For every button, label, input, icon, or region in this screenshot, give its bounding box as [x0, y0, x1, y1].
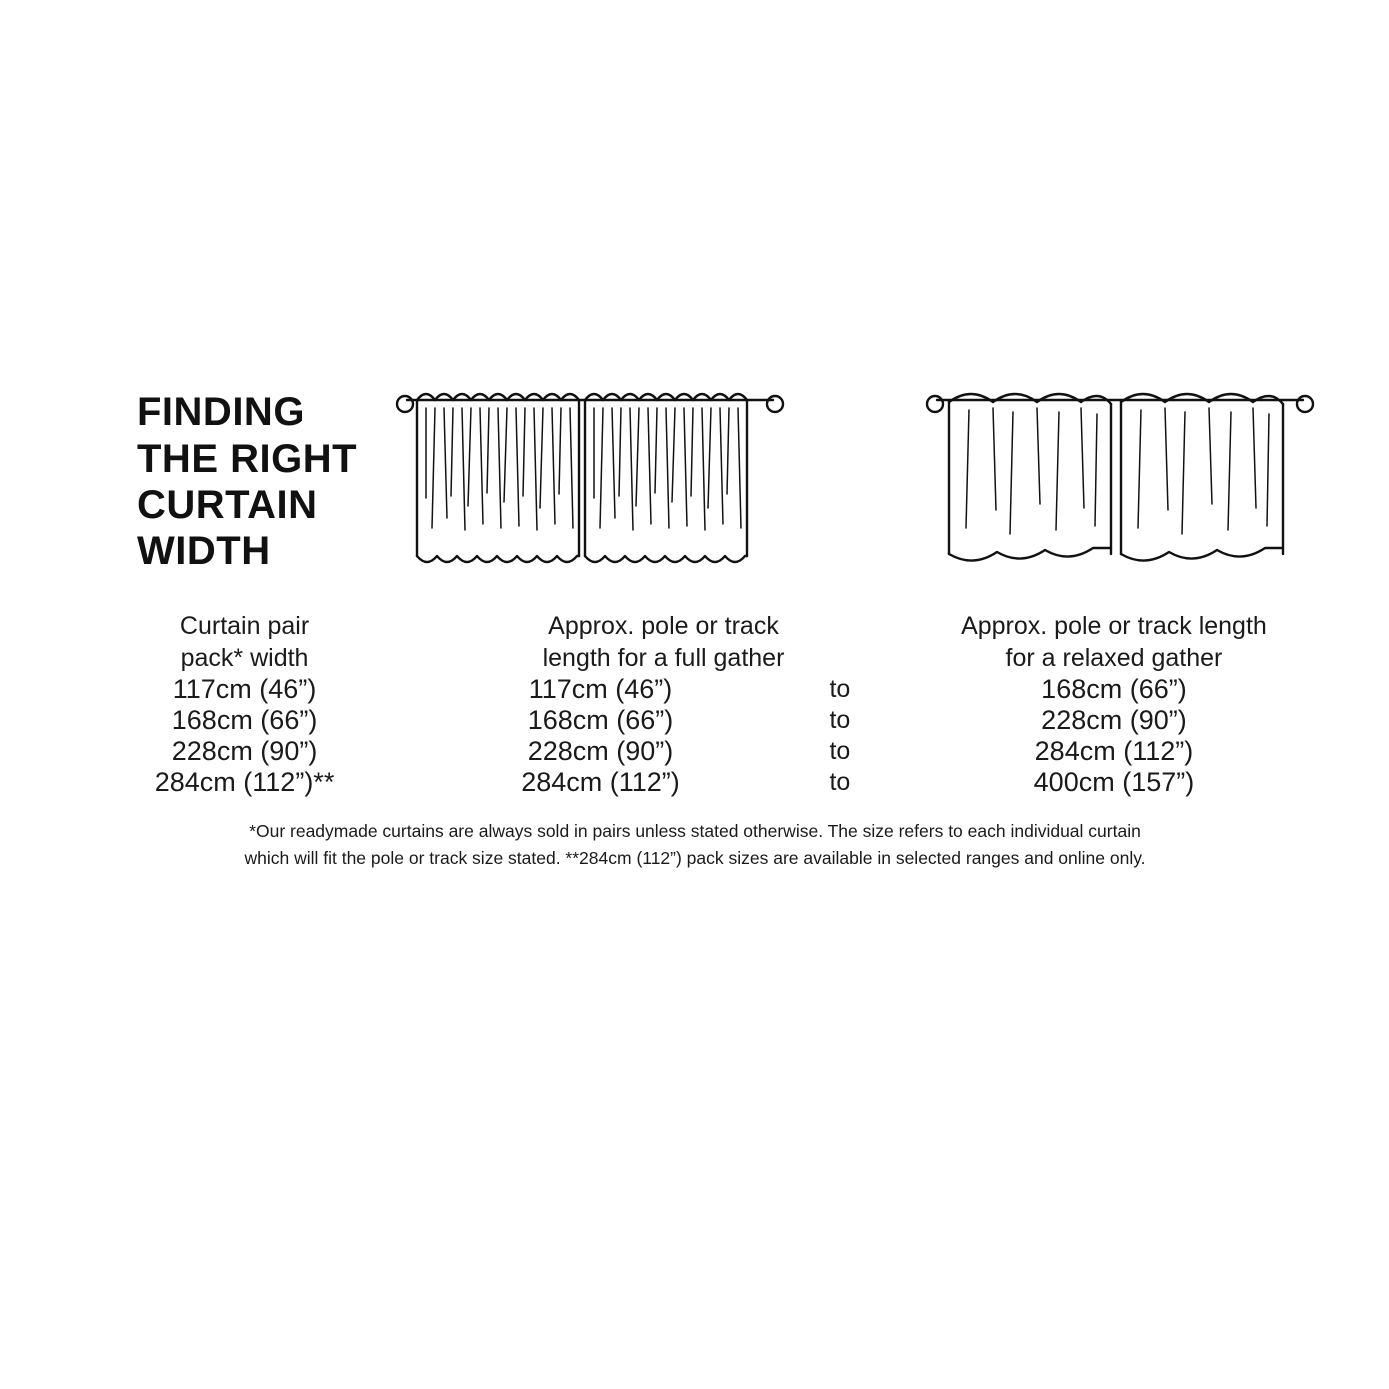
- header-full-gather-line-2: length for a full gather: [542, 644, 785, 672]
- header-pack-width: [65, 610, 424, 674]
- curtain-width-table: [65, 610, 1325, 798]
- footnote: [65, 818, 1325, 872]
- cell-relaxed-gather: 168cm (66”): [1041, 674, 1187, 704]
- full-gather-curtain-illustration: [395, 378, 785, 588]
- cell-full-gather: 168cm (66”): [527, 705, 674, 735]
- cell-full-gather: 117cm (46”): [528, 674, 673, 704]
- cell-to: to: [829, 737, 851, 765]
- page-title-line-1: FINDING: [137, 390, 305, 435]
- page-title-line-2: THE RIGHT: [137, 436, 358, 481]
- header-pack-width-line-2: pack* width: [180, 644, 309, 672]
- page-title-line-3: CURTAIN: [137, 483, 318, 527]
- cell-full-gather: 228cm (90”): [527, 736, 674, 766]
- header-relaxed-gather: [903, 610, 1325, 674]
- cell-full-gather: 284cm (112”): [521, 767, 680, 797]
- table-header-row: [65, 610, 1325, 674]
- cell-relaxed-gather: 284cm (112”): [1034, 736, 1194, 766]
- cell-pack-width: 117cm (46”): [172, 674, 317, 704]
- header-relaxed-gather-line-2: for a relaxed gather: [1005, 644, 1223, 672]
- cell-relaxed-gather: 400cm (157”): [1033, 767, 1195, 797]
- table-row: [65, 736, 1325, 767]
- cell-to: to: [829, 675, 851, 703]
- table-row: [65, 705, 1325, 736]
- relaxed-gather-curtain-illustration: [925, 378, 1315, 588]
- illustrations: [395, 378, 1325, 610]
- header-row: [65, 360, 1325, 610]
- table-row: [65, 767, 1325, 798]
- header-relaxed-gather-line-1: Approx. pole or track length: [961, 612, 1267, 640]
- cell-to: to: [829, 768, 851, 796]
- header-full-gather-line-1: Approx. pole or track: [548, 612, 779, 640]
- cell-relaxed-gather: 228cm (90”): [1041, 705, 1187, 735]
- page-title: [65, 389, 395, 581]
- cell-pack-width: 284cm (112”)**: [154, 767, 335, 797]
- page-title-line-4: WIDTH: [137, 529, 271, 574]
- header-pack-width-line-1: Curtain pair: [179, 612, 310, 640]
- header-full-gather: [424, 610, 903, 674]
- cell-pack-width: 168cm (66”): [171, 705, 318, 735]
- table-row: [65, 674, 1325, 705]
- cell-to: to: [829, 706, 851, 734]
- guide-content: [65, 360, 1325, 872]
- footnote-line-1: *Our readymade curtains are always sold in pairs unless stated otherwise. The size refers to each individual curtain: [249, 821, 1141, 841]
- cell-pack-width: 228cm (90”): [171, 736, 318, 766]
- footnote-line-2: which will fit the pole or track size stated. **284cm (112”) pack sizes are available in selected ranges and online only.: [244, 848, 1146, 869]
